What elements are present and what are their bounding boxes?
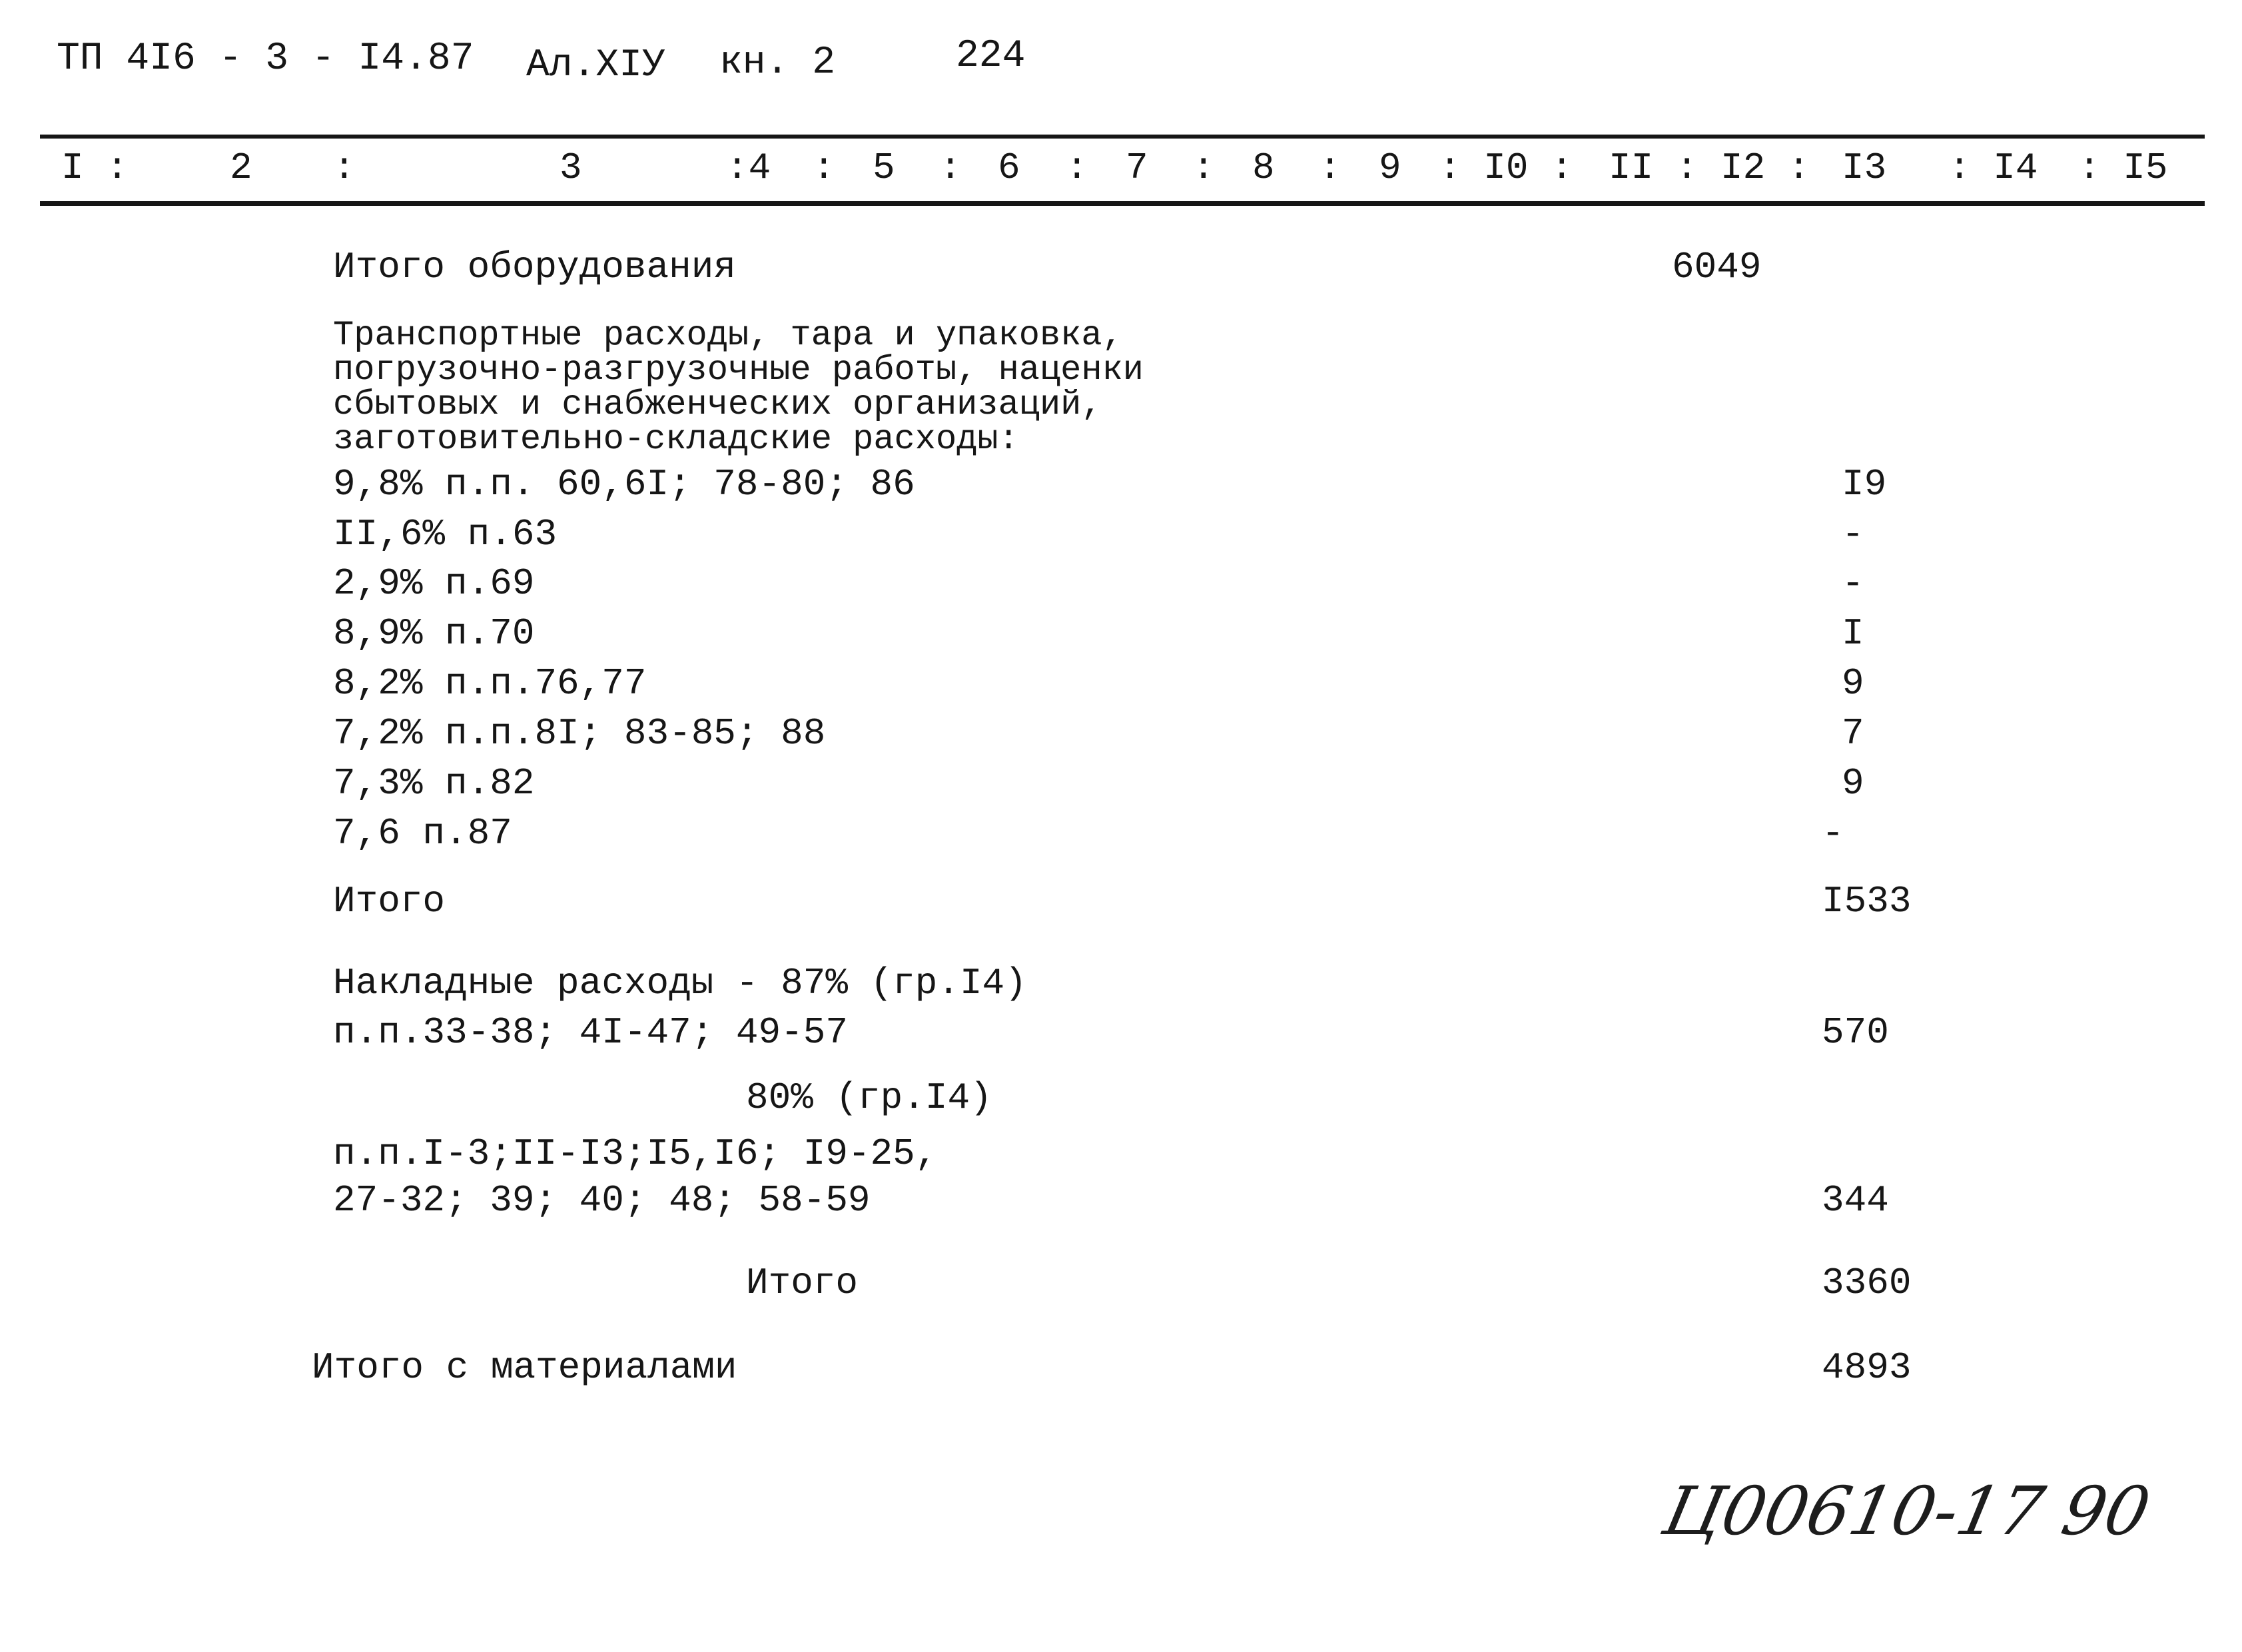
- grand-total-label: Итого с материалами: [312, 1346, 737, 1389]
- page-number: 224: [956, 35, 1026, 78]
- item-value: -: [1842, 562, 1864, 605]
- overhead-total-value: 3360: [1822, 1262, 1912, 1304]
- overhead-rate: 80% (гр.I4): [746, 1076, 992, 1119]
- item-value: 7: [1842, 712, 1864, 755]
- item-label: 7,3% п.82: [333, 762, 535, 805]
- item-label: 7,6 п.87: [333, 812, 512, 855]
- column-header: :: [1066, 147, 1088, 189]
- column-header: : I5: [2078, 147, 2168, 189]
- description-line: заготовительно-складские расходы:: [333, 420, 1019, 459]
- column-header: II : I2 :: [1609, 147, 1810, 189]
- overhead-line: п.п.I-3;II-I3;I5,I6; I9-25,: [333, 1132, 938, 1175]
- description-line: сбытовых и снабженческих организаций,: [333, 385, 1102, 424]
- document-code: ТП 4I6 - 3 - I4.87: [57, 37, 474, 81]
- column-header: :: [1319, 147, 1341, 189]
- item-label: 8,2% п.п.76,77: [333, 662, 647, 705]
- column-header: 5: [873, 147, 895, 189]
- item-value: I9: [1842, 463, 1887, 506]
- overhead-value: 344: [1822, 1179, 1889, 1222]
- bottom-rule: [40, 201, 2205, 206]
- overhead-total-label: Итого: [746, 1262, 859, 1304]
- column-header: :: [813, 147, 835, 189]
- book-number: кн. 2: [719, 41, 836, 85]
- item-value: 9: [1842, 662, 1864, 705]
- column-header: 9: [1379, 147, 1401, 189]
- item-label: 2,9% п.69: [333, 562, 535, 605]
- item-label: II,6% п.63: [333, 513, 558, 556]
- column-header: :4: [726, 147, 771, 189]
- item-label: 9,8% п.п. 60,6I; 78-80; 86: [333, 463, 915, 506]
- column-header: : I0 :: [1439, 147, 1573, 189]
- item-value: -: [1842, 513, 1864, 556]
- grand-total-value: 4893: [1822, 1346, 1912, 1389]
- column-header: 2: [230, 147, 252, 189]
- top-rule: [40, 135, 2205, 139]
- equipment-total-value: 6049: [1672, 246, 1762, 288]
- overhead-line: 27-32; 39; 40; 48; 58-59: [333, 1179, 871, 1222]
- column-header: I :: [61, 147, 129, 189]
- column-header: 7: [1126, 147, 1148, 189]
- item-label: 8,9% п.70: [333, 612, 535, 655]
- column-header: 8: [1252, 147, 1275, 189]
- column-header: :: [333, 147, 356, 189]
- album-number: Ал.XIУ: [526, 44, 665, 87]
- item-label: 7,2% п.п.8I; 83-85; 88: [333, 712, 826, 755]
- column-header: :: [1192, 147, 1215, 189]
- equipment-total-label: Итого оборудования: [333, 246, 736, 288]
- description-line: Транспортные расходы, тара и упаковка,: [333, 316, 1123, 355]
- subtotal-label: Итого: [333, 880, 446, 923]
- subtotal-value: I533: [1822, 880, 1912, 923]
- column-header: 3: [560, 147, 582, 189]
- overhead-value: 570: [1822, 1011, 1889, 1054]
- column-header: 6: [998, 147, 1020, 189]
- column-header: :: [939, 147, 962, 189]
- overhead-line: п.п.33-38; 4I-47; 49-57: [333, 1011, 848, 1054]
- description-line: погрузочно-разгрузочные работы, наценки: [333, 350, 1144, 390]
- column-header: : I4: [1948, 147, 2038, 189]
- handwritten-note: Ц00610-17 90: [1657, 1472, 2157, 1550]
- item-value: 9: [1842, 762, 1864, 805]
- overhead-title: Накладные расходы - 87% (гр.I4): [333, 962, 1027, 1005]
- column-header: I3: [1842, 147, 1887, 189]
- item-value: -: [1822, 812, 1844, 855]
- item-value: I: [1842, 612, 1864, 655]
